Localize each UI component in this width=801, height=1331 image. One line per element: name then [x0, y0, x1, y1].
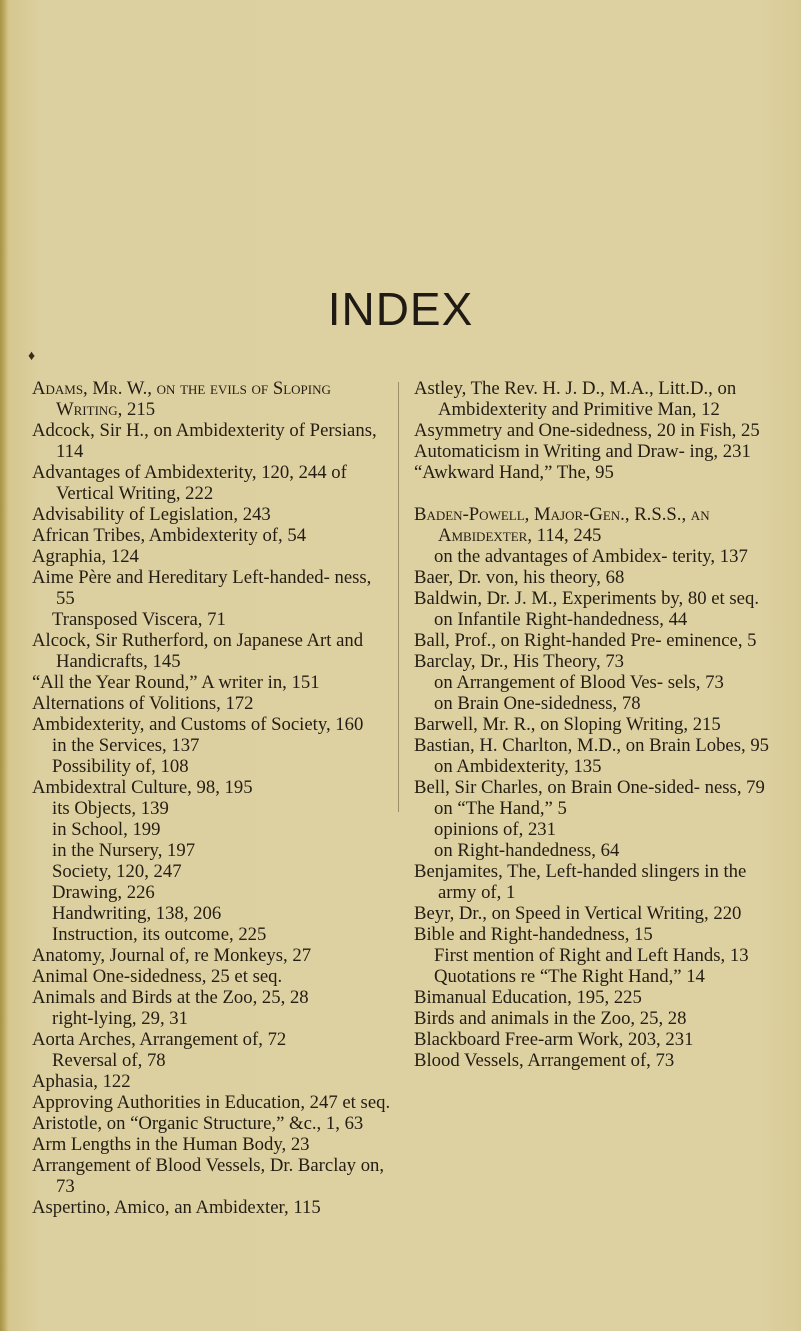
index-entry: Animal One-sidedness, 25 et seq.: [32, 966, 283, 987]
index-entry: Automaticism in Writing and Draw- ing, 231: [414, 441, 751, 462]
index-entry: Arrangement of Blood Vessels, Dr. Barclay on, 73: [32, 1155, 385, 1197]
index-subentry: in the Services, 137: [52, 735, 200, 756]
index-subentry: in the Nursery, 197: [52, 840, 196, 861]
index-subentry: opinions of, 231: [434, 819, 556, 840]
index-entry: Aphasia, 122: [32, 1071, 131, 1092]
index-entry: Bastian, H. Charlton, M.D., on Brain Lobes, 95: [414, 735, 770, 756]
printer-mark: ♦: [28, 349, 36, 364]
index-entry: African Tribes, Ambidexterity of, 54: [32, 525, 307, 546]
index-entry: Alcock, Sir Rutherford, on Japanese Art and Handicrafts, 145: [32, 630, 364, 672]
index-subentry: Transposed Viscera, 71: [52, 609, 226, 630]
index-subentry: on Arrangement of Blood Ves- sels, 73: [434, 672, 724, 693]
index-column-left: [32, 378, 392, 1218]
index-subentry: its Objects, 139: [52, 798, 169, 819]
index-subentry: on Infantile Right-handedness, 44: [434, 609, 688, 630]
index-subentry: on Brain One-sidedness, 78: [434, 693, 641, 714]
index-entry: Barwell, Mr. R., on Sloping Writing, 215: [414, 714, 721, 735]
column-divider: [398, 382, 399, 812]
index-entry: Bible and Right-handedness, 15: [414, 924, 653, 945]
index-subentry: Instruction, its outcome, 225: [52, 924, 267, 945]
binding-shadow: [0, 0, 8, 1331]
index-entry: Ball, Prof., on Right-handed Pre- eminence, 5: [414, 630, 757, 651]
index-entry: Agraphia, 124: [32, 546, 139, 567]
index-subentry: Handwriting, 138, 206: [52, 903, 222, 924]
index-subentry: on the advantages of Ambidex- terity, 137: [434, 546, 748, 567]
index-entry: Blood Vessels, Arrangement of, 73: [414, 1050, 675, 1071]
index-entry: Anatomy, Journal of, re Monkeys, 27: [32, 945, 312, 966]
index-subentry: Reversal of, 78: [52, 1050, 166, 1071]
index-subentry: right-lying, 29, 31: [52, 1008, 188, 1029]
index-subentry: Drawing, 226: [52, 882, 155, 903]
index-entry: Barclay, Dr., His Theory, 73: [414, 651, 625, 672]
index-entry: Aorta Arches, Arrangement of, 72: [32, 1029, 287, 1050]
index-subentry: in School, 199: [52, 819, 161, 840]
index-entry: Blackboard Free-arm Work, 203, 231: [414, 1029, 694, 1050]
index-entry: Advisability of Legislation, 243: [32, 504, 271, 525]
index-entry: “Awkward Hand,” The, 95: [414, 462, 614, 483]
index-entry: Advantages of Ambidexterity, 120, 244 of Vertical Writing, 222: [32, 462, 347, 504]
index-subentry: on Right-handedness, 64: [434, 840, 620, 861]
index-entry: Astley, The Rev. H. J. D., M.A., Litt.D., on Ambidexterity and Primitive Man, 12: [414, 378, 737, 420]
index-entry: Beyr, Dr., on Speed in Vertical Writing, 220: [414, 903, 742, 924]
index-entry: Asymmetry and One-sidedness, 20 in Fish, 25: [414, 420, 760, 441]
index-entry: Approving Authorities in Education, 247 et seq.: [32, 1092, 391, 1113]
index-subentry: Society, 120, 247: [52, 861, 182, 882]
index-entry: Baer, Dr. von, his theory, 68: [414, 567, 625, 588]
index-entry: Ambidexterity, and Customs of Society, 160: [32, 714, 364, 735]
index-entry: “All the Year Round,” A writer in, 151: [32, 672, 320, 693]
index-entry: Alternations of Volitions, 172: [32, 693, 254, 714]
index-entry: Adcock, Sir H., on Ambidexterity of Persians, 114: [32, 420, 377, 462]
index-entry: Arm Lengths in the Human Body, 23: [32, 1134, 310, 1155]
index-entry: Animals and Birds at the Zoo, 25, 28: [32, 987, 309, 1008]
index-entry: Aristotle, on “Organic Structure,” &c., 1, 63: [32, 1113, 364, 1134]
index-entry: Bimanual Education, 195, 225: [414, 987, 642, 1008]
page-title: INDEX: [327, 283, 474, 335]
index-entry: Aime Père and Hereditary Left-handed- ness, 55: [32, 567, 372, 609]
index-subentry: on Ambidexterity, 135: [434, 756, 602, 777]
index-entry: Baden-Powell, Major-Gen., R.S.S., an Ambidexter, 114, 245: [414, 504, 710, 546]
index-subentry: on “The Hand,” 5: [434, 798, 567, 819]
index-entry: Aspertino, Amico, an Ambidexter, 115: [32, 1197, 321, 1218]
index-entry: Benjamites, The, Left-handed slingers in the army of, 1: [414, 861, 747, 903]
index-entry: Ambidextral Culture, 98, 195: [32, 777, 253, 798]
index-entry: Adams, Mr. W., on the evils of Sloping Writing, 215: [32, 378, 331, 420]
index-subentry: Possibility of, 108: [52, 756, 189, 777]
index-entry: Bell, Sir Charles, on Brain One-sided- ness, 79: [414, 777, 765, 798]
index-entry: Birds and animals in the Zoo, 25, 28: [414, 1008, 687, 1029]
index-column-right: [414, 378, 788, 1071]
index-entry: Baldwin, Dr. J. M., Experiments by, 80 et seq.: [414, 588, 759, 609]
index-subentry: Quotations re “The Right Hand,” 14: [434, 966, 705, 987]
index-subentry: First mention of Right and Left Hands, 13: [434, 945, 749, 966]
